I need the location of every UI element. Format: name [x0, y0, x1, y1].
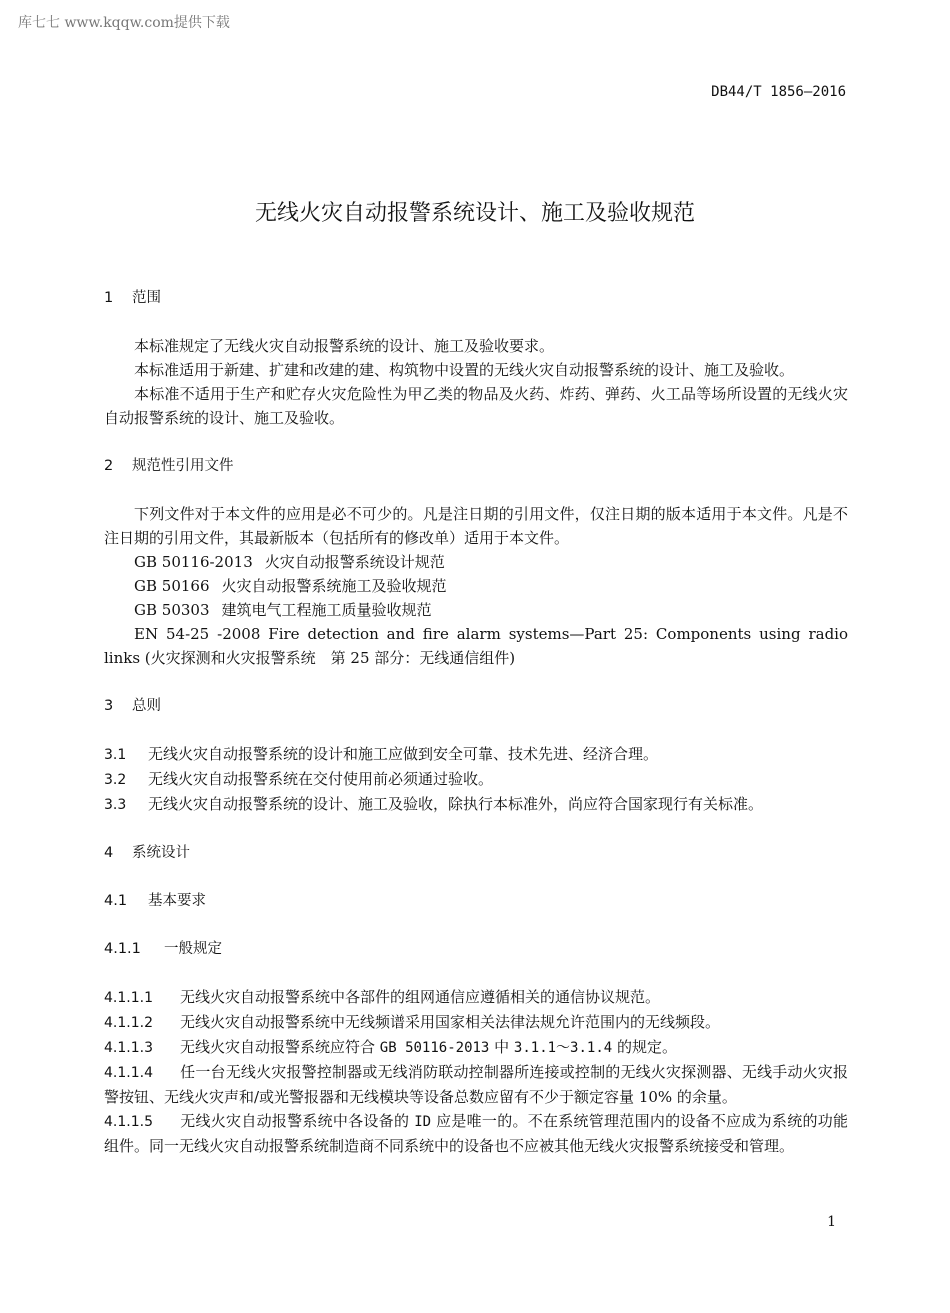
- subsubsection-heading: [104, 937, 848, 961]
- subsubsection-title: 一般规定: [164, 941, 222, 957]
- section-2-heading: [104, 454, 848, 478]
- clause-text: 无线火灾自动报警系统中无线频谱采用国家相关法律法规允许范围内的无线频段。: [180, 1013, 721, 1031]
- subsection-number: 4.1: [104, 893, 128, 909]
- clause-text: 无线火灾自动报警系统中各设备的: [180, 1112, 415, 1130]
- reference-title: 火灾自动报警系统设计规范: [264, 553, 445, 571]
- standard-code: DB44/T 1856—2016: [711, 84, 846, 100]
- subsection-heading: [104, 889, 848, 913]
- reference-code: GB 50303: [134, 601, 210, 619]
- clause: [104, 1060, 848, 1109]
- watermark: 库七七 www.kqqw.com提供下载: [18, 15, 230, 31]
- clause-number: 3.2: [104, 772, 127, 788]
- clause-text: 的规定。: [612, 1038, 677, 1056]
- section-1-heading: [104, 286, 848, 310]
- clause-number: 4.1.1.2: [104, 1015, 153, 1031]
- clause-text: 无线火灾自动报警系统的设计和施工应做到安全可靠、技术先进、经济合理。: [148, 745, 659, 763]
- clause-number: 3.3: [104, 797, 127, 813]
- clause-text: 应是唯一的。不在系统管理范围内的设备不应成为系统的功能组件。同一无线火灾自动报警系统制造商不同系统中的设备也不应被其他无线火灾报警系统接受和管理。: [104, 1112, 848, 1155]
- clause-number: 4.1.1.1: [104, 990, 153, 1006]
- paragraph: 本标准适用于新建、扩建和改建的建、构筑物中设置的无线火灾自动报警系统的设计、施工及验收。: [134, 361, 795, 379]
- reference-item: [104, 598, 848, 622]
- document-body: [104, 286, 848, 1158]
- clause-number: 4.1.1.3: [104, 1040, 153, 1056]
- paragraph: 本标准不适用于生产和贮存火灾危险性为甲乙类的物品及火药、炸药、弹药、火工品等场所设置的无线火灾自动报警系统的设计、施工及验收。: [104, 385, 848, 427]
- paragraph: 下列文件对于本文件的应用是必不可少的。凡是注日期的引用文件，仅注日期的版本适用于本文件。凡是不注日期的引用文件，其最新版本（包括所有的修改单）适用于本文件。: [104, 505, 848, 547]
- clause-text: 中: [489, 1038, 514, 1056]
- section-number: 4: [104, 845, 114, 861]
- section-title: 总则: [132, 698, 161, 714]
- section-number: 3: [104, 698, 114, 714]
- clause: [104, 985, 848, 1010]
- section-title: 范围: [132, 290, 161, 306]
- reference-title: 建筑电气工程施工质量验收规范: [221, 601, 432, 619]
- clause-number: 4.1.1.5: [104, 1114, 153, 1130]
- reference-item-en: EN 54-25 -2008 Fire detection and fire alarm systems—Part 25: Components using radio links (火灾探测和火灾报警系统 第 25 部分：无线通信组件): [104, 625, 848, 667]
- clause-id: ID: [414, 1114, 432, 1130]
- clause: [104, 1035, 848, 1060]
- section-number: 1: [104, 290, 114, 306]
- clause-range: 3.1.1～3.1.4: [513, 1040, 613, 1056]
- subsection-title: 基本要求: [148, 893, 206, 909]
- reference-title: 火灾自动报警系统施工及验收规范: [221, 577, 447, 595]
- paragraph: 本标准规定了无线火灾自动报警系统的设计、施工及验收要求。: [134, 337, 555, 355]
- clause-text: 无线火灾自动报警系统在交付使用前必须通过验收。: [148, 770, 494, 788]
- clause-text: 无线火灾自动报警系统的设计、施工及验收，除执行本标准外，尚应符合国家现行有关标准。: [148, 795, 764, 813]
- section-title: 规范性引用文件: [132, 458, 234, 474]
- document-title: 无线火灾自动报警系统设计、施工及验收规范: [254, 201, 695, 226]
- section-title: 系统设计: [132, 845, 190, 861]
- reference-code: GB 50116-2013: [134, 553, 253, 571]
- page-number: 1: [827, 1214, 836, 1230]
- section-4-heading: [104, 841, 848, 865]
- clause: [104, 1109, 848, 1158]
- clause: [104, 1010, 848, 1035]
- clause: [104, 742, 848, 767]
- clause-text: 无线火灾自动报警系统应符合: [180, 1038, 380, 1056]
- section-3-heading: [104, 694, 848, 718]
- clause-text: 任一台无线火灾报警控制器或无线消防联动控制器所连接或控制的无线火灾探测器、无线手动火灾报警按钮、无线火灾声和/或光警报器和无线模块等设备总数应留有不少于额定容量 10% 的余量。: [104, 1063, 848, 1106]
- clause-number: 3.1: [104, 747, 127, 763]
- subsubsection-number: 4.1.1: [104, 941, 141, 957]
- section-number: 2: [104, 458, 114, 474]
- reference-item: [104, 574, 848, 598]
- clause-text: 无线火灾自动报警系统中各部件的组网通信应遵循相关的通信协议规范。: [180, 988, 661, 1006]
- reference-code: GB 50166: [134, 577, 210, 595]
- clause: [104, 767, 848, 792]
- reference-item: [104, 550, 848, 574]
- clause-number: 4.1.1.4: [104, 1065, 153, 1081]
- clause: [104, 792, 848, 817]
- clause-code: GB 50116-2013: [379, 1040, 490, 1056]
